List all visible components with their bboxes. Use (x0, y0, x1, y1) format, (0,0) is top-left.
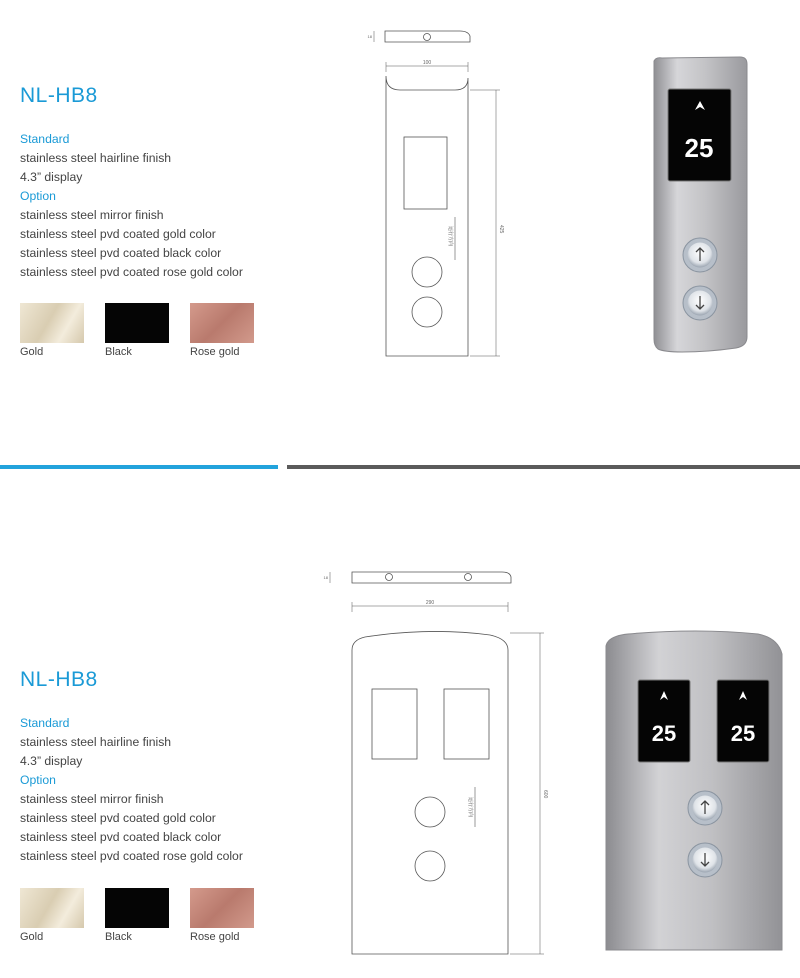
button-hole (415, 851, 445, 881)
height-dimension: 600 (542, 790, 548, 799)
mounting-hole (465, 574, 472, 581)
option-heading: Option (20, 773, 56, 787)
technical-drawing (320, 565, 550, 960)
display-cutout (372, 689, 417, 759)
button-hole (412, 257, 442, 287)
spec-list (20, 714, 300, 866)
direction-note: 运行方向 (447, 226, 453, 247)
button-hole (415, 797, 445, 827)
black-swatch (105, 888, 169, 928)
section-divider-grey (287, 465, 800, 469)
product-render (648, 55, 753, 360)
width-dimension: 100 (422, 60, 432, 66)
standard-heading: Standard (20, 716, 70, 730)
height-dimension: 425 (498, 225, 504, 234)
faceplate (606, 631, 782, 950)
product-title: NL-HB8 (20, 84, 98, 107)
product-render (598, 628, 790, 958)
swatch-label: Rose gold (190, 346, 240, 358)
gold-swatch (20, 303, 84, 343)
option-item: stainless steel mirror finish (20, 792, 164, 806)
floor-number: 25 (730, 721, 756, 746)
technical-drawing (360, 20, 510, 365)
option-item: stainless steel pvd coated rose gold color (20, 849, 243, 863)
front-view-outline (352, 631, 508, 954)
standard-heading: Standard (20, 132, 70, 146)
option-item: stainless steel pvd coated black color (20, 830, 222, 844)
floor-number: 25 (651, 721, 677, 746)
option-item: stainless steel pvd coated gold color (20, 227, 216, 241)
swatch-label: Gold (20, 931, 44, 943)
direction-note: 运行方向 (467, 797, 473, 818)
swatch-label: Black (105, 931, 132, 943)
width-dimension: 290 (425, 600, 435, 606)
section-divider-blue (0, 465, 278, 469)
side-dimension: 18 (323, 575, 328, 580)
display-cutout (444, 689, 489, 759)
option-item: stainless steel pvd coated gold color (20, 811, 216, 825)
swatch-label: Rose gold (190, 931, 240, 943)
side-view-outline (352, 572, 511, 583)
standard-item: stainless steel hairline finish (20, 735, 172, 749)
option-item: stainless steel pvd coated black color (20, 246, 222, 260)
rose-gold-swatch (190, 888, 254, 928)
mounting-hole (424, 34, 431, 41)
side-dimension: 18 (367, 34, 372, 39)
swatch-label: Gold (20, 346, 44, 358)
black-swatch (105, 303, 169, 343)
button-hole (412, 297, 442, 327)
floor-number: 25 (684, 133, 714, 163)
rose-gold-swatch (190, 303, 254, 343)
option-item: stainless steel pvd coated rose gold color (20, 265, 243, 279)
option-heading: Option (20, 189, 56, 203)
product-title: NL-HB8 (20, 668, 98, 691)
gold-swatch (20, 888, 84, 928)
standard-item: 4.3” display (20, 754, 83, 768)
product-section-1 (0, 0, 800, 460)
display-cutout (404, 137, 447, 209)
spec-list (20, 130, 300, 282)
option-item: stainless steel mirror finish (20, 208, 164, 222)
swatch-label: Black (105, 346, 132, 358)
standard-item: stainless steel hairline finish (20, 151, 172, 165)
standard-item: 4.3” display (20, 170, 83, 184)
product-section-2 (0, 480, 800, 978)
mounting-hole (386, 574, 393, 581)
front-view-outline (386, 76, 468, 356)
